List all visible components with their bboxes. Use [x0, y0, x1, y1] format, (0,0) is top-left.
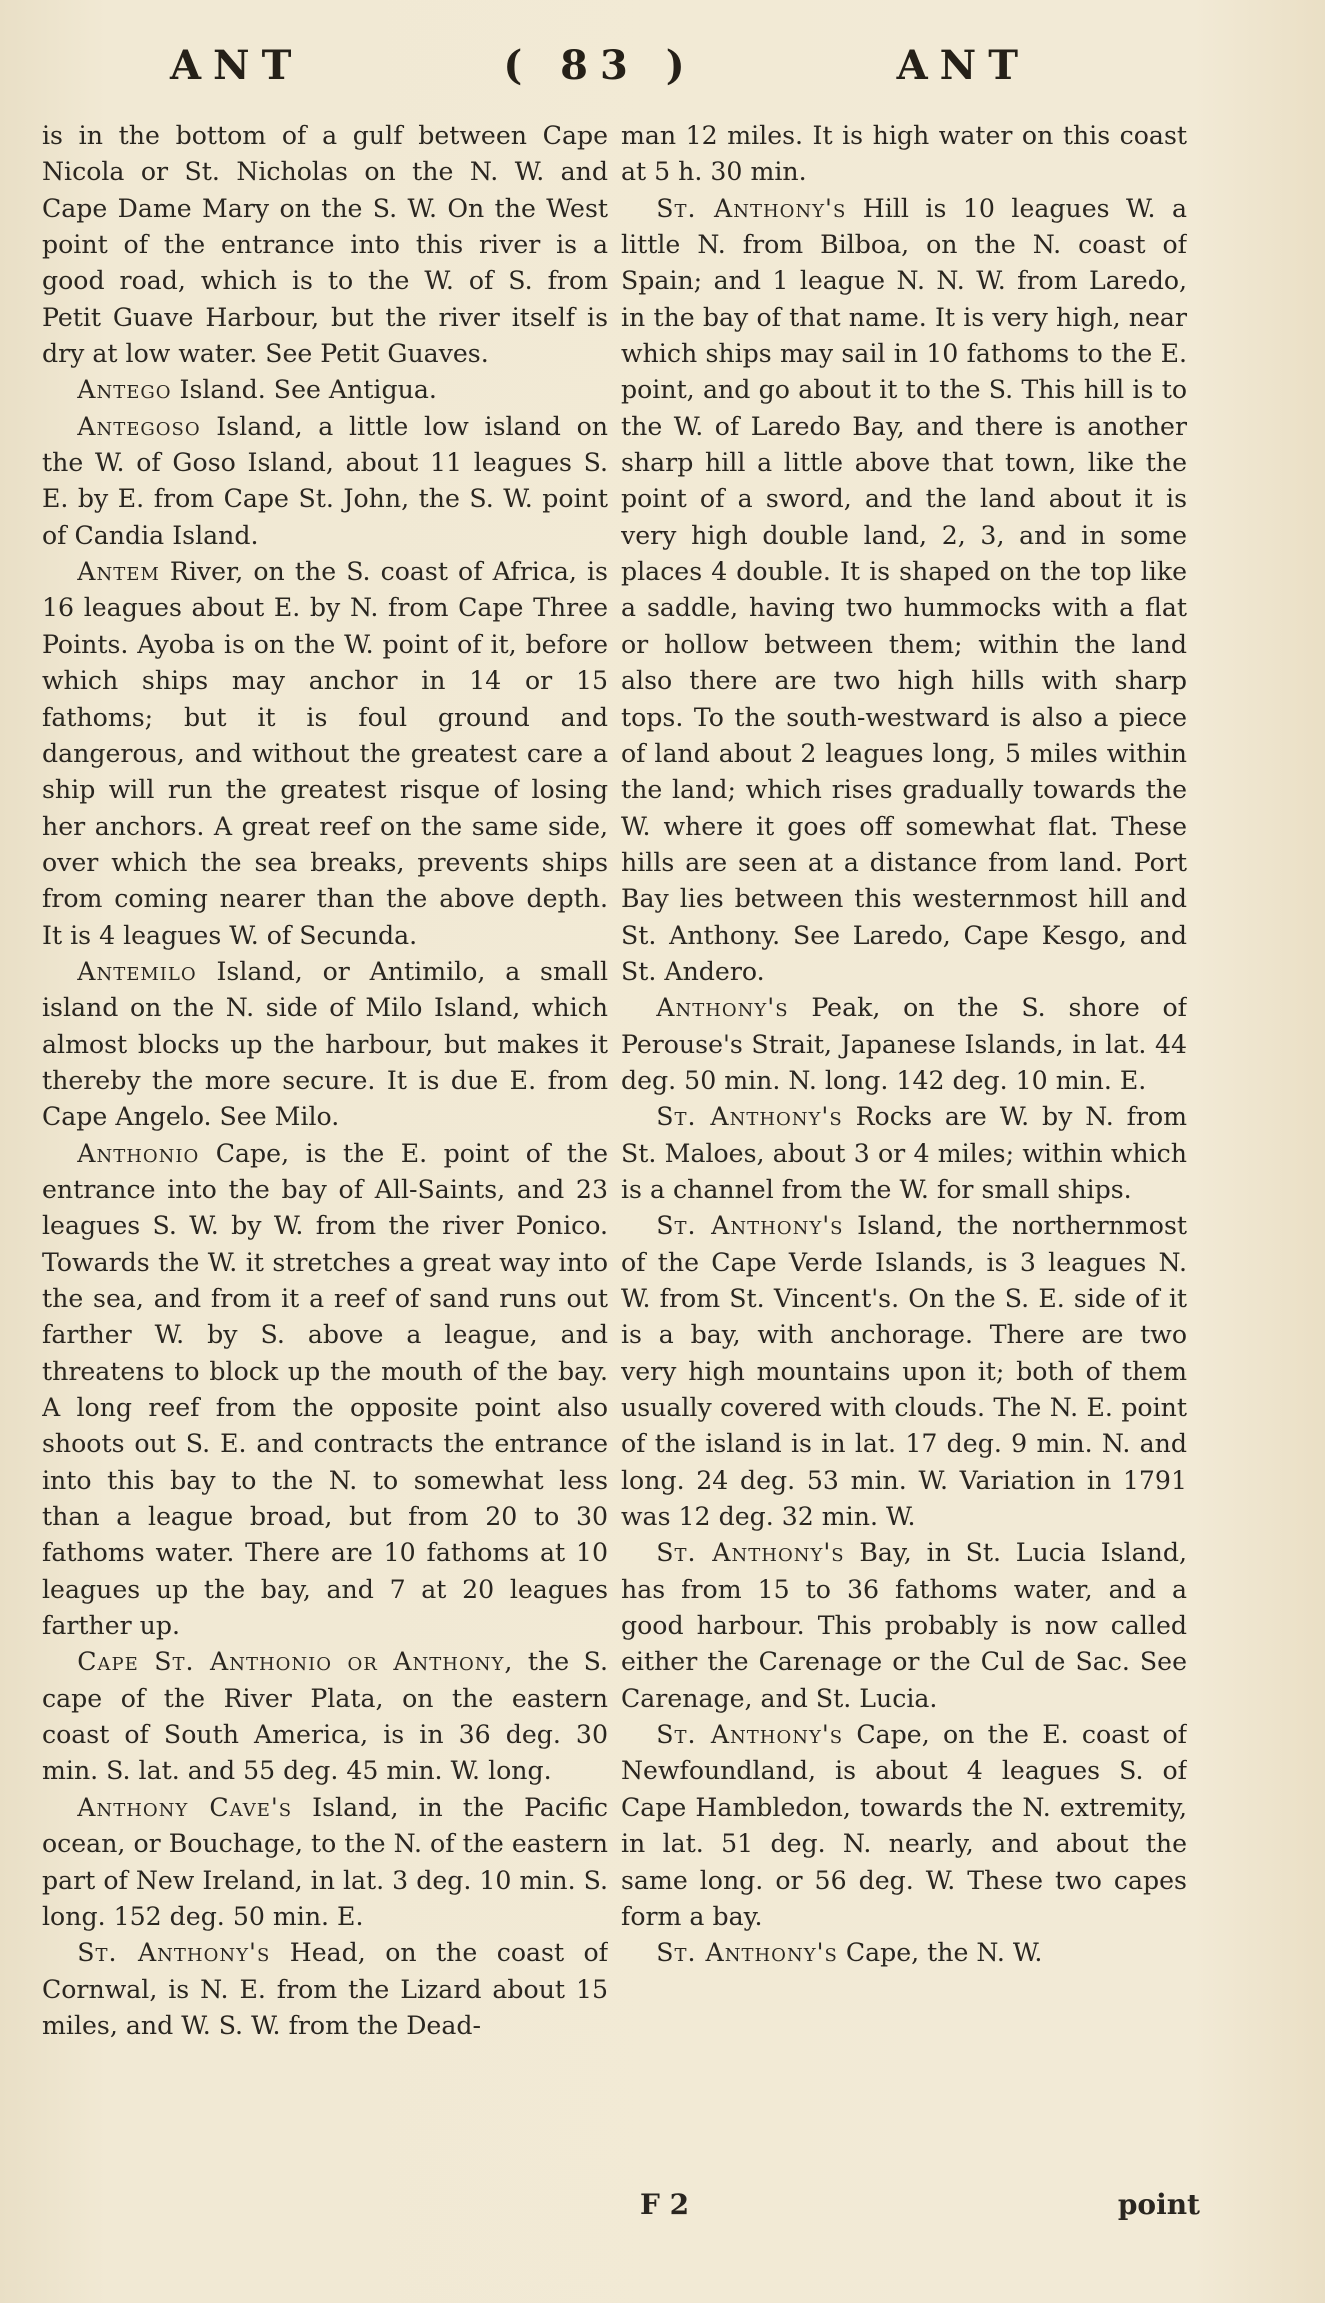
gazetteer-entry	[42, 409, 608, 554]
entry-text: Hill is 10 leagues W. a little N. from Bilboa, on the N. coast of Spain; and 1 league N. N. W. from Laredo, in the bay of that name. It is very high, near which ships may sail in 10 fathoms to the E. point, and go about it to the S. This hill is to the W. of Laredo Bay, and there is another sharp hill a little above that town, like the point of a sword, and the land about it is very high double land, 2, 3, and in some places 4 double. It is shaped on the top like a saddle, having two hummocks with a flat or hollow between them; within the land also there are two high hills with sharp tops. To the south-westward is also a piece of land about 2 leagues long, 5 miles within the land; which rises gradually towards the W. where it goes off somewhat flat. These hills are seen at a distance from land. Port Bay lies between this westernmost hill and St. Anthony. See Laredo, Cape Kesgo, and St. Andero.	[621, 193, 1187, 986]
header-left: ANT	[170, 41, 304, 89]
entry-headword: St. Anthony's	[656, 1211, 844, 1241]
gazetteer-entry	[621, 191, 1187, 991]
entry-headword: St. Anthony's	[77, 1938, 271, 1968]
running-header	[170, 30, 1030, 100]
gazetteer-entry	[42, 954, 608, 1136]
entry-headword: St. Anthony's	[656, 1938, 838, 1968]
gazetteer-entry	[621, 1717, 1187, 1935]
entry-headword: Antemilo	[77, 956, 197, 986]
entry-text: Bay, in St. Lucia Island, has from 15 to 36 fathoms water, and a good harbour. This probably is now called either the Carenage or the Cul de Sac. See Carenage, and St. Lucia.	[621, 1538, 1187, 1713]
entry-headword: Cape St. Anthonio or Anthony,	[77, 1647, 514, 1677]
entry-text: Island, or Antimilo, a small island on the N. side of Milo Island, which almost blocks up the harbour, but makes it thereby the more secure. It is due E. from Cape Angelo. See Milo.	[42, 956, 608, 1132]
gazetteer-entry	[621, 1935, 1187, 1971]
gazetteer-entry	[42, 1935, 608, 2044]
entry-text: Island, the northernmost of the Cape Verde Islands, is 3 leagues N. W. from St. Vincent's. On the S. E. side of it is a bay, with anchorage. There are two very high mountains upon it; both of them usually covered with clouds. The N. E. point of the island is in lat. 17 deg. 9 min. N. and long. 24 deg. 53 min. W. Variation in 1791 was 12 deg. 32 min. W.	[621, 1211, 1187, 1532]
entry-headword: St. Anthony's	[656, 1720, 844, 1750]
gazetteer-entry	[621, 118, 1187, 191]
page-number: ( 83 )	[503, 41, 697, 89]
entry-headword: Anthonio	[77, 1138, 200, 1168]
entry-headword: Anthony Cave's	[77, 1792, 293, 1822]
entry-text: Rocks are W. by N. from St. Maloes, about 3 or 4 miles; within which is a channel from the W. for small ships.	[621, 1102, 1187, 1204]
entry-headword: St. Anthony's	[656, 1102, 843, 1132]
entry-text: River, on the S. coast of Africa, is 16 leagues about E. by N. from Cape Three Points. Ayoba is on the W. point of it, before which ships may anchor in 14 or 15 fathoms; but it is foul ground and dangerous, and without the greatest care a ship will run the greatest risque of losing her anchors. A great reef on the same side, over which the sea breaks, prevents ships from coming nearer than the above depth. It is 4 leagues W. of Secunda.	[42, 557, 608, 950]
gazetteer-entry	[621, 1099, 1187, 1208]
gazetteer-entry	[42, 372, 608, 408]
page-footer	[640, 2182, 1200, 2226]
entry-text: is in the bottom of a gulf between Cape Nicola or St. Nicholas on the N. W. and Cape Dame Mary on the S. W. On the West point of the entrance into this river is a good road, which is to the W. of S. from Petit Guave Harbour, but the river itself is dry at low water. See Petit Guaves.	[42, 121, 608, 369]
text-columns	[42, 118, 1187, 2238]
entry-headword: Anthony's	[656, 993, 789, 1023]
gazetteer-entry	[42, 1644, 608, 1789]
gazetteer-entry	[621, 990, 1187, 1099]
entry-text: Cape, on the E. coast of Newfoundland, is about 4 leagues S. of Cape Hambledon, towards the N. extremity, in lat. 51 deg. N. nearly, and about the same long. or 56 deg. W. These two capes form a bay.	[621, 1720, 1187, 1931]
entry-text: Island, a little low island on the W. of Goso Island, about 11 leagues S. E. by E. from Cape St. John, the S. W. point of Candia Island.	[42, 411, 608, 550]
entry-text: the S. cape of the River Plata, on the eastern coast of South America, is in 36 deg. 30 min. S. lat. and 55 deg. 45 min. W. long.	[42, 1647, 608, 1786]
gazetteer-entry	[42, 1136, 608, 1645]
entry-text: Cape, the N. W.	[837, 1938, 1043, 1968]
header-right: ANT	[896, 41, 1030, 89]
entry-text: Peak, on the S. shore of Perouse's Strait, Japanese Islands, in lat. 44 deg. 50 min. N. long. 142 deg. 10 min. E.	[621, 993, 1187, 1095]
entry-headword: Antegoso	[77, 411, 201, 441]
entry-text: Head, on the coast of Cornwal, is N. E. from the Lizard about 15 miles, and W. S. W. from the Dead-	[42, 1938, 608, 2040]
entry-headword: Antego	[77, 375, 172, 405]
gazetteer-entry	[621, 1535, 1187, 1717]
catchword: point	[1117, 2187, 1200, 2221]
gazetteer-entry	[42, 554, 608, 954]
gazetteer-entry	[42, 118, 608, 372]
signature-mark: F 2	[640, 2187, 690, 2221]
left-column	[42, 118, 608, 2238]
gazetteer-entry	[42, 1790, 608, 1935]
entry-text: Cape, is the E. point of the entrance into the bay of All-Saints, and 23 leagues S. W. by W. from the river Ponico. Towards the W. it stretches a great way into the sea, and from it a reef of sand runs out farther W. by S. above a league, and threatens to block up the mouth of the bay. A long reef from the opposite point also shoots out S. E. and contracts the entrance into this bay to the N. to somewhat less than a league broad, but from 20 to 30 fathoms water. There are 10 fathoms at 10 leagues up the bay, and 7 at 20 leagues farther up.	[42, 1138, 608, 1641]
entry-headword: St. Anthony's	[656, 193, 847, 223]
entry-text: man 12 miles. It is high water on this coast at 5 h. 30 min.	[621, 121, 1187, 187]
entry-headword: Antem	[77, 557, 160, 587]
entry-text: Island. See Antigua.	[171, 375, 437, 405]
entry-text: Island, in the Pacific ocean, or Bouchage, to the N. of the eastern part of New Ireland, in lat. 3 deg. 10 min. S. long. 152 deg. 50 min. E.	[42, 1792, 608, 1931]
gazetteer-entry	[621, 1208, 1187, 1535]
entry-headword: St. Anthony's	[656, 1538, 845, 1568]
right-column	[621, 118, 1187, 2238]
